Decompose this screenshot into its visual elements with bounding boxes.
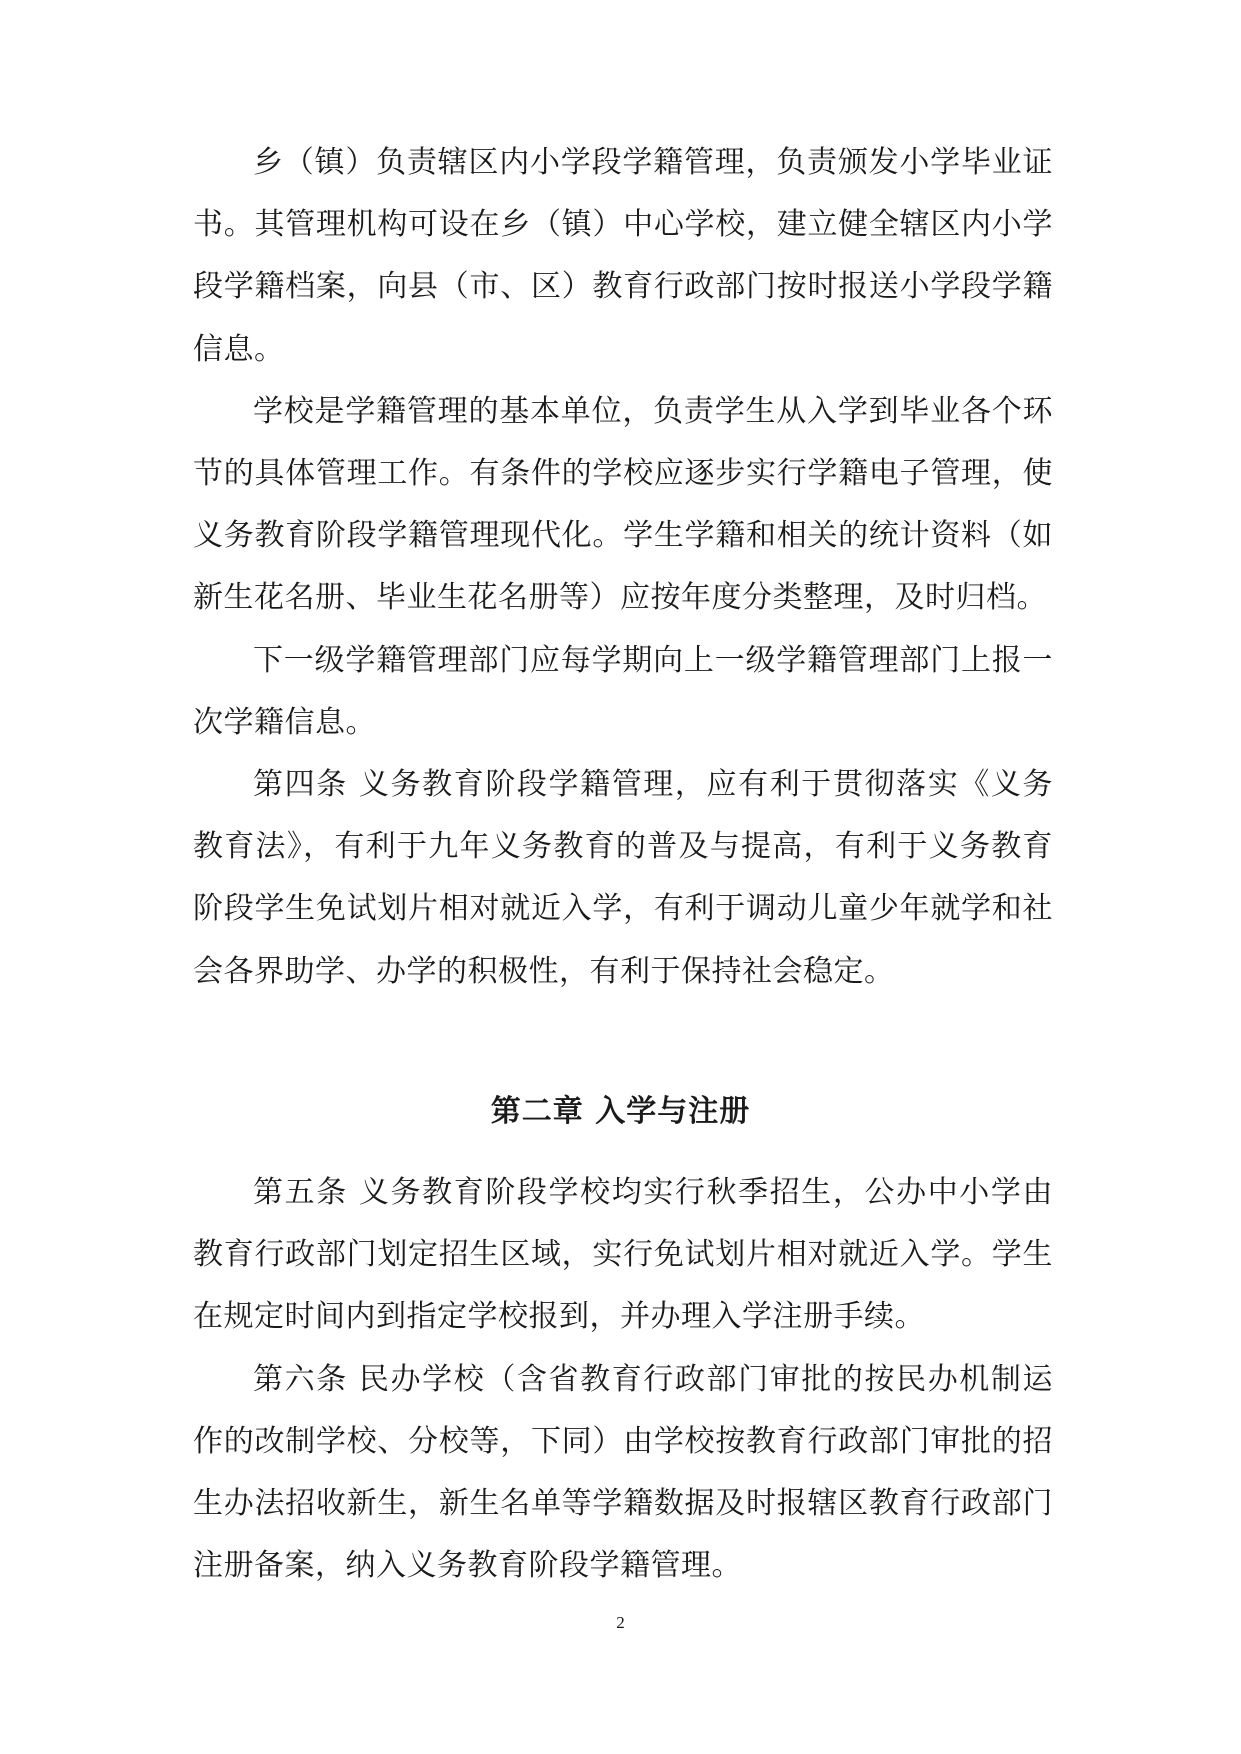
paragraph-article-5: 第五条 义务教育阶段学校均实行秋季招生，公办中小学由教育行政部门划定招生区域，实行免试划片相对就近入学。学生在规定时间内到指定学校报到，并办理入学注册手续。	[193, 1175, 1053, 1335]
paragraph-article-4: 第四条 义务教育阶段学籍管理，应有利于贯彻落实《义务教育法》，有利于九年义务教育的普及与提高，有利于义务教育阶段学生免试划片相对就近入学，有利于调动儿童少年就学和社会各界助学、办学的积极性，有利于保持社会稳定。	[193, 767, 1053, 989]
body-text-top	[193, 132, 1053, 1003]
paragraph-school-basic-unit: 学校是学籍管理的基本单位，负责学生从入学到毕业各个环节的具体管理工作。有条件的学校应逐步实行学籍电子管理，使义务教育阶段学籍管理现代化。学生学籍和相关的统计资料（如新生花名册、毕业生花名册等）应按年度分类整理，及时归档。	[193, 393, 1053, 616]
paragraph-article-6: 第六条 民办学校（含省教育行政部门审批的按民办机制运作的改制学校、分校等，下同）由学校按教育行政部门审批的招生办法招收新生，新生名单等学籍数据及时报辖区教育行政部门注册备案，纳入义务教育阶段学籍管理。	[193, 1361, 1053, 1584]
page-number: 2	[616, 1613, 625, 1632]
paragraph-report-upward: 下一级学籍管理部门应每学期向上一级学籍管理部门上报一次学籍信息。	[193, 642, 1053, 740]
body-text-bottom	[193, 1162, 1053, 1597]
chapter-heading: 第二章 入学与注册	[490, 1094, 751, 1129]
paragraph-township-management: 乡（镇）负责辖区内小学段学籍管理，负责颁发小学毕业证书。其管理机构可设在乡（镇）中心学校，建立健全辖区内小学段学籍档案，向县（市、区）教育行政部门按时报送小学段学籍信息。	[193, 145, 1053, 367]
